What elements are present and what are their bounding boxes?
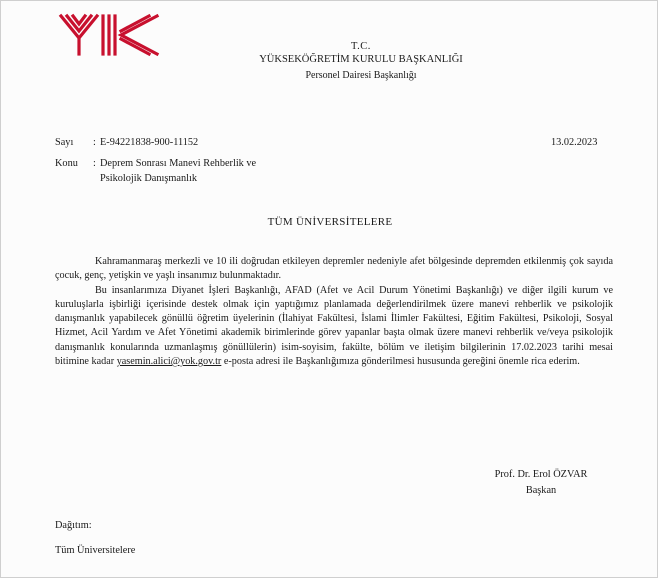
sayi-label: Sayı [55,137,74,148]
konu-line-2: Psikolojik Danışmanlık [100,173,197,184]
konu-colon: : [93,158,96,169]
paragraph-2-text: Bu insanlarımıza Diyanet İşleri Başkanlığı, AFAD (Afet ve Acil Durum Yönetimi Başkanlığı) ve diğer ilgili kurum ve kuruluşlarla işbirliği içerisinde destek olmak için yaptığımız planlamada değerlendirilmek üzere manevi rehberlik ve psikolojik danışmanlık yapabilecek gönüllü öğretim üyelerinin (İlahiyat Fakültesi, İslami İlimler Fakültesi, Eğitim Fakültesi, Psikoloji, Sosyal Hizmet, Acil Yardım ve Afet Yönetimi akademik birimlerinde görev yapanlar başta olmak üzere manevi rehberlik ve/veya psikolojik danışmanlık konularında uzmanlaşmış gönüllülerin) isim-soyisim, fakülte, bölüm ve iletişim bilgilerinin 17.02.2023 tarihi mesai bitimine kadar [55,284,613,368]
konu-line-1: Deprem Sonrası Manevi Rehberlik ve [100,158,257,169]
konu-label: Konu [55,158,78,169]
addressee-title: TÜM ÜNİVERSİTELERE [267,216,393,228]
sayi-colon: : [93,137,96,148]
sayi-value: E-94221838-900-11152 [100,137,199,148]
letter-body [55,255,613,369]
header-department: Personel Dairesi Başkanlığı [305,70,417,81]
header-tc: T.C. [351,41,371,52]
signatory-title: Başkan [525,485,557,496]
distribution-value: Tüm Üniversitelere [55,545,136,556]
paragraph-1: Kahramanmaraş merkezli ve 10 ili doğrudan etkileyen depremler nedeniyle afet bölgesinde depremden etkilenmiş çok sayıda çocuk, genç, yetişkin ve yaşlı insanımız bulunmaktadır. [55,256,613,282]
paragraph-2-end: e-posta adresi ile Başkanlığımıza gönderilmesi hususunda gereğini önemle rica ederim. [223,356,580,368]
document-date: 13.02.2023 [551,137,598,148]
paragraph-2 [55,284,613,370]
yok-logo [57,12,161,58]
distribution-label: Dağıtım: [55,520,92,531]
header-institution: YÜKSEKÖĞRETİM KURULU BAŞKANLIĞI [259,54,463,65]
signatory-name: Prof. Dr. Erol ÖZVAR [494,469,588,480]
email-link[interactable]: yasemin.alici@yok.gov.tr [116,356,222,368]
